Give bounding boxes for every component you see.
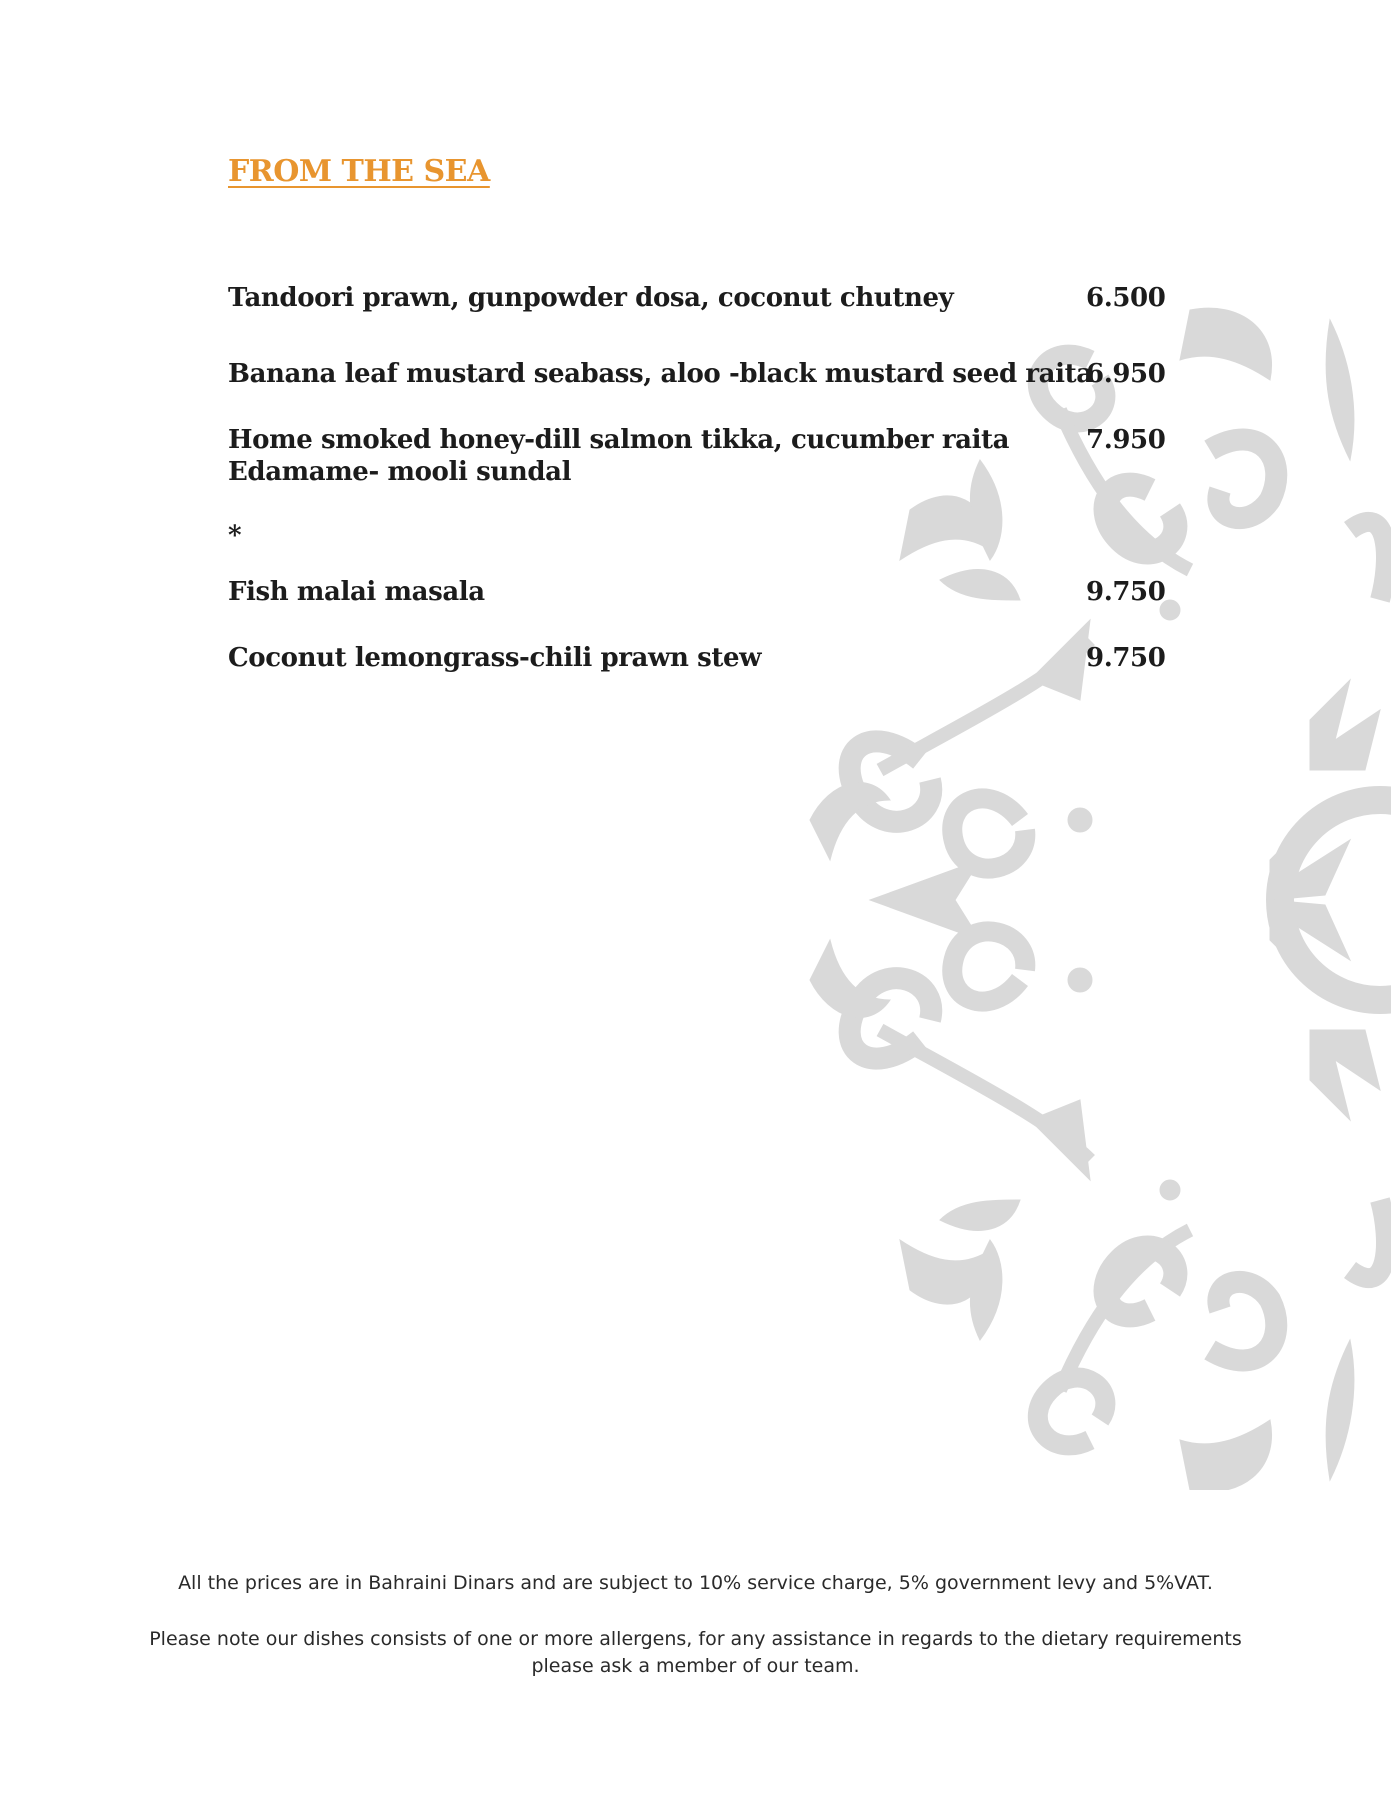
menu-item-name: Edamame- mooli sundal	[228, 457, 572, 487]
menu-item-price: 9.750	[1086, 643, 1166, 673]
allergen-note-line: please ask a member of our team.	[531, 1655, 860, 1677]
menu-item-name: Banana leaf mustard seabass, aloo -black mustard seed raita	[228, 359, 1093, 389]
menu-item-name: Home smoked honey-dill salmon tikka, cucumber raita	[228, 425, 1010, 455]
allergen-note	[0, 1626, 1391, 1680]
section-title: FROM THE SEA	[228, 154, 490, 189]
menu-item-name: Tandoori prawn, gunpowder dosa, coconut chutney	[228, 283, 954, 313]
menu-item-price: 7.950	[1086, 425, 1166, 455]
menu-item-price: 6.500	[1086, 283, 1166, 313]
menu-item-name: Fish malai masala	[228, 577, 485, 607]
allergen-note-line: Please note our dishes consists of one or more allergens, for any assistance in regards to the dietary requirements	[149, 1628, 1242, 1650]
pricing-note: All the prices are in Bahraini Dinars and are subject to 10% service charge, 5% government levy and 5%VAT.	[178, 1572, 1213, 1594]
separator-asterisk: *	[228, 521, 242, 551]
menu-item-name: Coconut lemongrass-chili prawn stew	[228, 643, 762, 673]
menu-item-price: 6.950	[1086, 359, 1166, 389]
menu-item-price: 9.750	[1086, 577, 1166, 607]
